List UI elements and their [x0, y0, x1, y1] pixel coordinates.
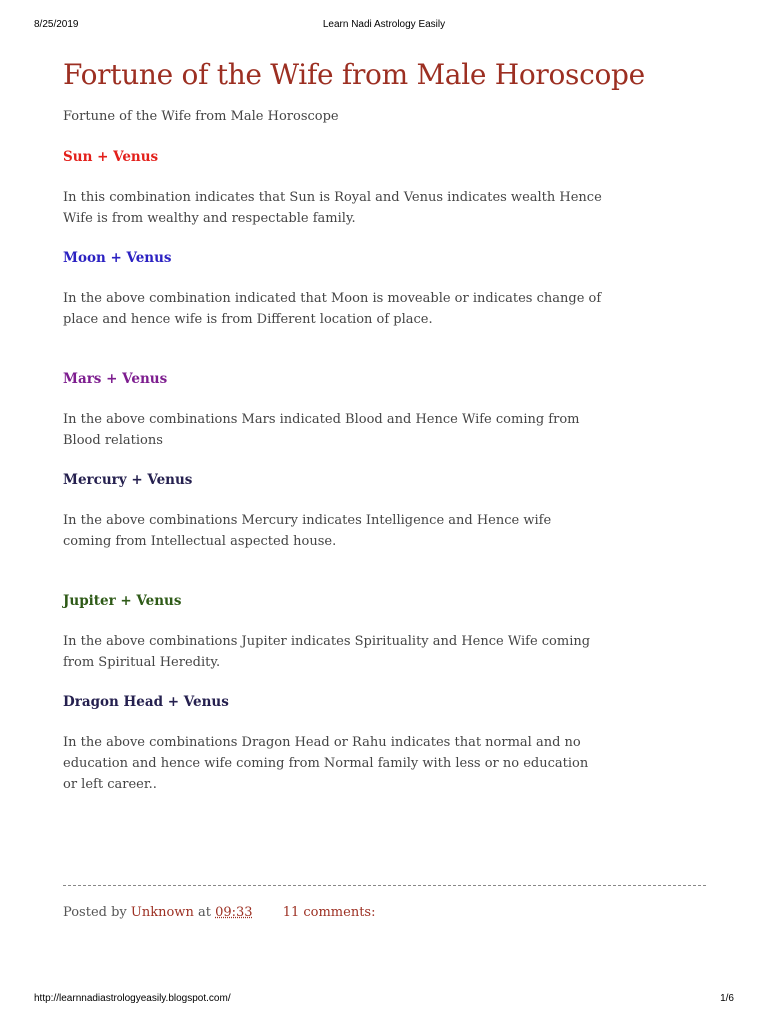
section-text-mars-venus: In the above combinations Mars indicated Blood and Hence Wife coming from Blood relations [63, 412, 580, 448]
section-text-mercury-venus: In the above combinations Mercury indicates Intelligence and Hence wife coming from Intellectual aspected house. [63, 513, 552, 549]
section-heading-jupiter-venus: Jupiter + Venus [63, 593, 182, 609]
print-url: http://learnnadiastrologyeasily.blogspot.com/ [34, 993, 231, 1004]
post-body [63, 106, 603, 814]
print-header [0, 14, 768, 30]
section-heading-mars-venus: Mars + Venus [63, 371, 168, 387]
posted-by-label: Posted by [63, 905, 127, 920]
section-heading-mercury-venus: Mercury + Venus [63, 472, 193, 488]
print-site-title: Learn Nadi Astrology Easily [322, 19, 446, 30]
comments-link[interactable]: 11 comments: [282, 905, 376, 920]
post-title[interactable]: Fortune of the Wife from Male Horoscope [63, 58, 645, 91]
section-heading-moon-venus: Moon + Venus [63, 250, 172, 266]
post-footer [63, 885, 706, 920]
post-time-link[interactable]: 09:33 [215, 905, 253, 920]
section-text-jupiter-venus: In the above combinations Jupiter indicates Spirituality and Hence Wife coming from Spiritual Heredity. [63, 634, 591, 670]
print-date: 8/25/2019 [34, 19, 79, 30]
section-heading-sun-venus: Sun + Venus [63, 149, 159, 165]
at-label: at [197, 905, 211, 920]
author-link[interactable]: Unknown [130, 905, 194, 920]
section-text-sun-venus: In this combination indicates that Sun is Royal and Venus indicates wealth Hence Wife is from wealthy and respectable family. [63, 190, 602, 226]
section-text-dragon-head-venus: In the above combinations Dragon Head or Rahu indicates that normal and no education and hence wife coming from Normal family with less or no education or left career.. [63, 735, 589, 792]
section-text-moon-venus: In the above combination indicated that Moon is moveable or indicates change of place and hence wife is from Different location of place. [63, 291, 602, 327]
print-footer [0, 993, 768, 1009]
post-intro: Fortune of the Wife from Male Horoscope [63, 109, 339, 124]
print-page-number: 1/6 [720, 993, 734, 1004]
section-heading-dragon-head-venus: Dragon Head + Venus [63, 694, 229, 710]
